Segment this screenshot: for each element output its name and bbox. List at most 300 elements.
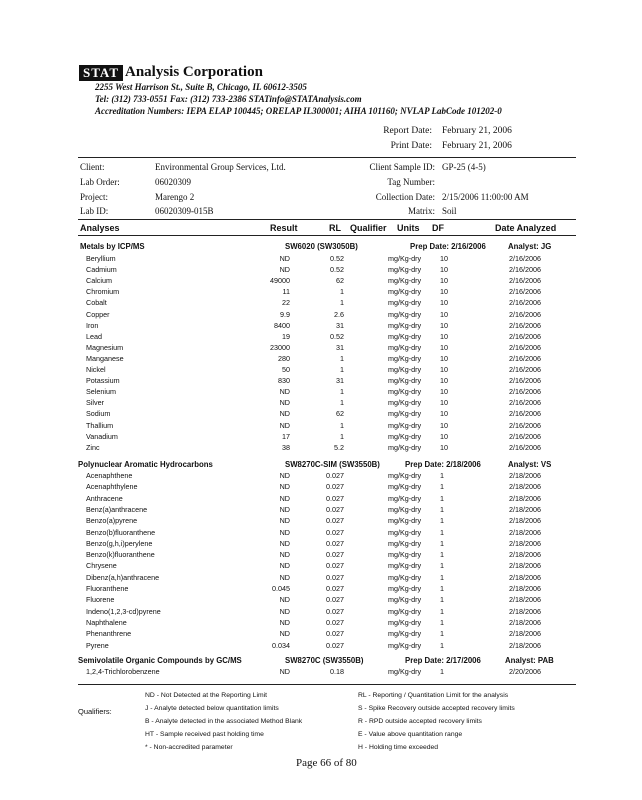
lab-order-label: Lab Order:	[80, 177, 120, 187]
df-value: 1	[440, 482, 444, 492]
units-value: mg/Kg-dry	[388, 516, 422, 526]
qualifier-note: RL - Reporting / Quantitation Limit for the analysis	[358, 692, 509, 699]
header-divider	[78, 157, 576, 158]
table-row	[0, 343, 642, 354]
table-row	[0, 618, 642, 629]
date-analyzed-value: 2/16/2006	[509, 254, 541, 263]
print-date-label: Print Date:	[390, 141, 432, 151]
date-analyzed-value: 2/16/2006	[509, 409, 541, 419]
date-analyzed-value: 2/16/2006	[509, 442, 541, 452]
analyte-name: Fluoranthene	[86, 584, 129, 593]
units-value: mg/Kg-dry	[388, 550, 422, 560]
section-method: SW8270C-SIM (SW3550B)	[285, 460, 380, 469]
rl-value: 0.52	[330, 331, 344, 341]
result-value: ND	[279, 561, 290, 571]
analyte-name: Calcium	[86, 276, 112, 286]
analyte-name: Pyrene	[86, 640, 109, 650]
date-analyzed-value: 2/16/2006	[509, 365, 541, 374]
table-row	[0, 287, 642, 298]
rl-value: 0.027	[326, 617, 344, 627]
analyte-name: Benz(a)anthracene	[86, 504, 148, 514]
date-analyzed-value: 2/16/2006	[509, 431, 541, 441]
rl-value: 0.027	[326, 595, 344, 605]
units-value: mg/Kg-dry	[388, 353, 422, 363]
result-value: 23000	[270, 342, 290, 352]
date-analyzed-value: 2/16/2006	[509, 331, 541, 341]
qualifier-note: * - Non-accredited parameter	[145, 744, 233, 751]
result-value: ND	[279, 538, 290, 548]
rl-value: 0.18	[330, 667, 344, 676]
accreditation-numbers: Accreditation Numbers: IEPA ELAP 100445; ORELAP IL300001; AIHA 101160; NVLAP LabCode 101202-0	[95, 106, 502, 116]
result-value: ND	[279, 482, 290, 492]
table-row	[0, 443, 642, 454]
rl-value: 31	[336, 376, 344, 386]
result-value: 9.9	[280, 309, 290, 319]
analyte-name: Lead	[86, 331, 102, 341]
df-value: 10	[440, 365, 448, 374]
result-value: ND	[279, 617, 290, 627]
df-value: 10	[440, 387, 448, 397]
rl-value: 1	[340, 365, 344, 374]
units-value: mg/Kg-dry	[388, 504, 422, 514]
analyte-name: Selenium	[86, 387, 116, 397]
analyte-name: Dibenz(a,h)anthracene	[86, 572, 160, 582]
date-analyzed-value: 2/18/2006	[509, 504, 541, 514]
result-value: 50	[282, 365, 290, 374]
company-address: 2255 West Harrison St., Suite B, Chicago, IL 60612-3505	[95, 82, 307, 92]
table-row	[0, 332, 642, 343]
date-analyzed-value: 2/18/2006	[509, 572, 541, 582]
company-name: Analysis Corporation	[125, 64, 263, 80]
units-value: mg/Kg-dry	[388, 320, 422, 330]
analyte-name: Thallium	[86, 420, 114, 430]
qualifier-note: R - RPD outside accepted recovery limits	[358, 718, 482, 725]
qualifier-note: E - Value above quantitation range	[358, 731, 463, 738]
units-value: mg/Kg-dry	[388, 342, 422, 352]
df-value: 1	[440, 629, 444, 639]
result-value: ND	[279, 398, 290, 408]
rl-value: 0.027	[326, 561, 344, 571]
table-row	[0, 421, 642, 432]
client-value: Environmental Group Services, Ltd.	[155, 162, 286, 172]
result-value: 0.034	[272, 640, 290, 650]
table-row	[0, 573, 642, 584]
rl-value: 0.027	[326, 640, 344, 650]
result-value: ND	[279, 595, 290, 605]
units-value: mg/Kg-dry	[388, 442, 422, 452]
df-value: 10	[440, 398, 448, 408]
analyte-name: Chrysene	[86, 561, 117, 571]
date-analyzed-value: 2/16/2006	[509, 287, 541, 297]
df-value: 10	[440, 265, 448, 275]
qualifier-note: H - Holding time exceeded	[358, 744, 439, 751]
table-row	[0, 398, 642, 409]
section-prep-date: Prep Date: 2/17/2006	[405, 656, 481, 665]
section-analyst: Analyst: PAB	[505, 656, 554, 665]
lab-order-value: 06020309	[155, 177, 191, 187]
units-value: mg/Kg-dry	[388, 606, 422, 616]
rl-value: 0.027	[326, 538, 344, 548]
rl-value: 0.027	[326, 471, 344, 480]
result-value: 11	[282, 287, 290, 297]
result-value: ND	[279, 265, 290, 275]
result-value: ND	[279, 550, 290, 560]
df-value: 1	[440, 516, 444, 526]
qualifier-note: ND - Not Detected at the Reporting Limit	[145, 692, 268, 699]
analyte-name: Cadmium	[86, 265, 117, 275]
analyte-name: Acenaphthene	[86, 471, 133, 480]
units-value: mg/Kg-dry	[388, 527, 422, 537]
rl-value: 0.52	[330, 265, 344, 275]
units-value: mg/Kg-dry	[388, 254, 422, 263]
table-row	[0, 376, 642, 387]
units-value: mg/Kg-dry	[388, 331, 422, 341]
analyte-name: Cobalt	[86, 298, 107, 308]
df-value: 1	[440, 595, 444, 605]
rl-value: 5.2	[334, 442, 344, 452]
analyte-name: Copper	[86, 309, 110, 319]
client-sample-id-label: Client Sample ID:	[369, 162, 435, 172]
df-value: 1	[440, 550, 444, 560]
col-df: DF	[432, 223, 444, 233]
table-header-divider	[78, 235, 576, 236]
units-value: mg/Kg-dry	[388, 538, 422, 548]
table-row	[0, 265, 642, 276]
date-analyzed-value: 2/16/2006	[509, 265, 541, 275]
df-value: 10	[440, 320, 448, 330]
units-value: mg/Kg-dry	[388, 309, 422, 319]
analyte-name: Naphthalene	[86, 617, 127, 627]
qualifier-divider	[78, 684, 576, 685]
rl-value: 1	[340, 431, 344, 441]
result-value: ND	[279, 254, 290, 263]
analyte-name: Potassium	[86, 376, 120, 386]
df-value: 10	[440, 254, 448, 263]
units-value: mg/Kg-dry	[388, 376, 422, 386]
section-prep-date: Prep Date: 2/18/2006	[405, 460, 481, 469]
date-analyzed-value: 2/18/2006	[509, 538, 541, 548]
table-row	[0, 607, 642, 618]
rl-value: 0.027	[326, 482, 344, 492]
table-row	[0, 641, 642, 652]
table-row	[0, 254, 642, 265]
result-value: ND	[279, 527, 290, 537]
analyte-name: Anthracene	[86, 493, 123, 503]
print-date-value: February 21, 2006	[442, 141, 512, 151]
df-value: 1	[440, 584, 444, 593]
date-analyzed-value: 2/18/2006	[509, 606, 541, 616]
col-result: Result	[270, 223, 298, 233]
analyte-name: Zinc	[86, 442, 100, 452]
table-row	[0, 432, 642, 443]
table-row	[0, 629, 642, 640]
units-value: mg/Kg-dry	[388, 398, 422, 408]
analyte-name: Acenaphthylene	[86, 482, 138, 492]
date-analyzed-value: 2/16/2006	[509, 298, 541, 308]
date-analyzed-value: 2/16/2006	[509, 387, 541, 397]
result-value: 830	[278, 376, 290, 386]
result-value: 49000	[270, 276, 290, 286]
df-value: 1	[440, 538, 444, 548]
units-value: mg/Kg-dry	[388, 276, 422, 286]
units-value: mg/Kg-dry	[388, 431, 422, 441]
client-sample-id-value: GP-25 (4-5)	[442, 162, 486, 172]
units-value: mg/Kg-dry	[388, 640, 422, 650]
units-value: mg/Kg-dry	[388, 493, 422, 503]
df-value: 1	[440, 617, 444, 627]
units-value: mg/Kg-dry	[388, 561, 422, 571]
rl-value: 1	[340, 298, 344, 308]
collection-date-value: 2/15/2006 11:00:00 AM	[442, 192, 529, 202]
date-analyzed-value: 2/16/2006	[509, 320, 541, 330]
table-row	[0, 471, 642, 482]
date-analyzed-value: 2/16/2006	[509, 309, 541, 319]
df-value: 10	[440, 276, 448, 286]
date-analyzed-value: 2/18/2006	[509, 493, 541, 503]
analyte-name: Phenanthrene	[86, 629, 132, 639]
units-value: mg/Kg-dry	[388, 298, 422, 308]
section-analyst: Analyst: VS	[508, 460, 552, 469]
report-date-value: February 21, 2006	[442, 126, 512, 136]
df-value: 1	[440, 640, 444, 650]
df-value: 10	[440, 353, 448, 363]
date-analyzed-value: 2/18/2006	[509, 471, 541, 480]
units-value: mg/Kg-dry	[388, 420, 422, 430]
info-divider	[78, 219, 576, 220]
df-value: 10	[440, 409, 448, 419]
table-row	[0, 528, 642, 539]
analyte-name: Fluorene	[86, 595, 115, 605]
date-analyzed-value: 2/16/2006	[509, 342, 541, 352]
rl-value: 1	[340, 387, 344, 397]
table-row	[0, 505, 642, 516]
rl-value: 62	[336, 276, 344, 286]
df-value: 10	[440, 376, 448, 386]
rl-value: 31	[336, 320, 344, 330]
units-value: mg/Kg-dry	[388, 387, 422, 397]
col-date-analyzed: Date Analyzed	[495, 223, 557, 233]
df-value: 10	[440, 420, 448, 430]
analyte-name: Silver	[86, 398, 104, 408]
section-title: Polynuclear Aromatic Hydrocarbons	[78, 460, 213, 469]
df-value: 1	[440, 667, 444, 676]
date-analyzed-value: 2/18/2006	[509, 550, 541, 560]
df-value: 10	[440, 298, 448, 308]
result-value: 19	[282, 331, 290, 341]
units-value: mg/Kg-dry	[388, 471, 422, 480]
table-row	[0, 310, 642, 321]
lab-id-value: 06020309-015B	[155, 206, 214, 216]
units-value: mg/Kg-dry	[388, 617, 422, 627]
result-value: 17	[282, 431, 290, 441]
table-row	[0, 667, 642, 678]
date-analyzed-value: 2/18/2006	[509, 629, 541, 639]
col-rl: RL	[329, 223, 341, 233]
table-row	[0, 494, 642, 505]
analyte-name: Vanadium	[86, 431, 118, 441]
result-value: ND	[279, 504, 290, 514]
rl-value: 0.027	[326, 550, 344, 560]
df-value: 10	[440, 442, 448, 452]
df-value: 10	[440, 342, 448, 352]
matrix-value: Soil	[442, 206, 457, 216]
date-analyzed-value: 2/18/2006	[509, 482, 541, 492]
date-analyzed-value: 2/18/2006	[509, 640, 541, 650]
units-value: mg/Kg-dry	[388, 572, 422, 582]
result-value: ND	[279, 629, 290, 639]
rl-value: 1	[340, 420, 344, 430]
rl-value: 0.027	[326, 493, 344, 503]
units-value: mg/Kg-dry	[388, 629, 422, 639]
result-value: ND	[279, 667, 290, 676]
date-analyzed-value: 2/18/2006	[509, 527, 541, 537]
rl-value: 1	[340, 287, 344, 297]
rl-value: 0.027	[326, 629, 344, 639]
table-row	[0, 482, 642, 493]
date-analyzed-value: 2/16/2006	[509, 353, 541, 363]
df-value: 1	[440, 504, 444, 514]
date-analyzed-value: 2/18/2006	[509, 516, 541, 526]
rl-value: 1	[340, 353, 344, 363]
df-value: 10	[440, 309, 448, 319]
section-title: Metals by ICP/MS	[80, 242, 145, 251]
df-value: 1	[440, 493, 444, 503]
table-row	[0, 387, 642, 398]
analyte-name: Manganese	[86, 353, 124, 363]
table-row	[0, 276, 642, 287]
company-logo: STAT	[79, 65, 123, 81]
analyte-name: Magnesium	[86, 342, 124, 352]
section-title: Semivolatile Organic Compounds by GC/MS	[78, 656, 242, 665]
rl-value: 0.027	[326, 572, 344, 582]
df-value: 1	[440, 471, 444, 480]
project-label: Project:	[80, 192, 108, 202]
analyte-name: Chromium	[86, 287, 120, 297]
qualifier-note: B - Analyte detected in the associated Method Blank	[145, 718, 303, 725]
result-value: ND	[279, 572, 290, 582]
rl-value: 0.52	[330, 254, 344, 263]
units-value: mg/Kg-dry	[388, 482, 422, 492]
units-value: mg/Kg-dry	[388, 287, 422, 297]
lab-id-label: Lab ID:	[80, 206, 109, 216]
table-row	[0, 298, 642, 309]
section-prep-date: Prep Date: 2/16/2006	[410, 242, 486, 251]
table-row	[0, 584, 642, 595]
analyte-name: Benzo(g,h,i)perylene	[86, 538, 153, 548]
date-analyzed-value: 2/16/2006	[509, 398, 541, 408]
rl-value: 2.6	[334, 309, 344, 319]
result-value: ND	[279, 409, 290, 419]
units-value: mg/Kg-dry	[388, 365, 422, 374]
matrix-label: Matrix:	[408, 206, 435, 216]
result-value: ND	[279, 420, 290, 430]
result-value: 22	[282, 298, 290, 308]
df-value: 10	[440, 287, 448, 297]
section-analyst: Analyst: JG	[508, 242, 552, 251]
analyte-name: Benzo(b)fluoranthene	[86, 527, 156, 537]
df-value: 1	[440, 572, 444, 582]
table-row	[0, 321, 642, 332]
qualifier-note: S - Spike Recovery outside accepted recovery limits	[358, 705, 515, 712]
units-value: mg/Kg-dry	[388, 667, 422, 676]
units-value: mg/Kg-dry	[388, 409, 422, 419]
tag-number-label: Tag Number:	[387, 177, 435, 187]
col-analyses: Analyses	[80, 223, 120, 233]
df-value: 1	[440, 606, 444, 616]
analyte-name: Benzo(k)fluoranthene	[86, 550, 155, 560]
section-method: SW6020 (SW3050B)	[285, 242, 358, 251]
units-value: mg/Kg-dry	[388, 584, 422, 593]
result-value: 280	[278, 353, 290, 363]
df-value: 1	[440, 527, 444, 537]
analyte-name: 1,2,4-Trichlorobenzene	[86, 667, 160, 676]
date-analyzed-value: 2/16/2006	[509, 376, 541, 386]
date-analyzed-value: 2/18/2006	[509, 595, 541, 605]
date-analyzed-value: 2/20/2006	[509, 667, 541, 676]
result-value: ND	[279, 471, 290, 480]
analyte-name: Benzo(a)pyrene	[86, 516, 138, 526]
collection-date-label: Collection Date:	[375, 192, 435, 202]
rl-value: 31	[336, 342, 344, 352]
qualifier-note: J - Analyte detected below quantitation limits	[145, 705, 279, 712]
date-analyzed-value: 2/16/2006	[509, 420, 541, 430]
table-row	[0, 561, 642, 572]
col-qualifier: Qualifier	[350, 223, 387, 233]
qualifier-note: HT - Sample received past holding time	[145, 731, 264, 738]
table-row	[0, 539, 642, 550]
date-analyzed-value: 2/18/2006	[509, 561, 541, 571]
client-label: Client:	[80, 162, 105, 172]
table-row	[0, 365, 642, 376]
result-value: ND	[279, 387, 290, 397]
result-value: 8400	[274, 320, 290, 330]
date-analyzed-value: 2/18/2006	[509, 584, 541, 593]
df-value: 1	[440, 561, 444, 571]
table-row	[0, 595, 642, 606]
report-date-label: Report Date:	[383, 126, 432, 136]
project-value: Marengo 2	[155, 192, 195, 202]
table-row	[0, 354, 642, 365]
col-units: Units	[397, 223, 420, 233]
rl-value: 62	[336, 409, 344, 419]
units-value: mg/Kg-dry	[388, 595, 422, 605]
df-value: 10	[440, 331, 448, 341]
result-value: ND	[279, 606, 290, 616]
analyte-name: Sodium	[86, 409, 111, 419]
units-value: mg/Kg-dry	[388, 265, 422, 275]
rl-value: 0.027	[326, 504, 344, 514]
result-value: ND	[279, 516, 290, 526]
df-value: 10	[440, 431, 448, 441]
rl-value: 0.027	[326, 606, 344, 616]
rl-value: 0.027	[326, 516, 344, 526]
section-method: SW8270C (SW3550B)	[285, 656, 364, 665]
analyte-name: Nickel	[86, 365, 106, 374]
rl-value: 1	[340, 398, 344, 408]
table-row	[0, 409, 642, 420]
date-analyzed-value: 2/16/2006	[509, 276, 541, 286]
date-analyzed-value: 2/18/2006	[509, 617, 541, 627]
analyte-name: Iron	[86, 320, 99, 330]
rl-value: 0.027	[326, 584, 344, 593]
company-contact: Tel: (312) 733-0551 Fax: (312) 733-2386 STATinfo@STATAnalysis.com	[95, 94, 362, 104]
result-value: ND	[279, 493, 290, 503]
result-value: 38	[282, 442, 290, 452]
analyte-name: Indeno(1,2,3-cd)pyrene	[86, 606, 161, 616]
qualifiers-label: Qualifiers:	[78, 707, 112, 716]
table-row	[0, 550, 642, 561]
table-row	[0, 516, 642, 527]
